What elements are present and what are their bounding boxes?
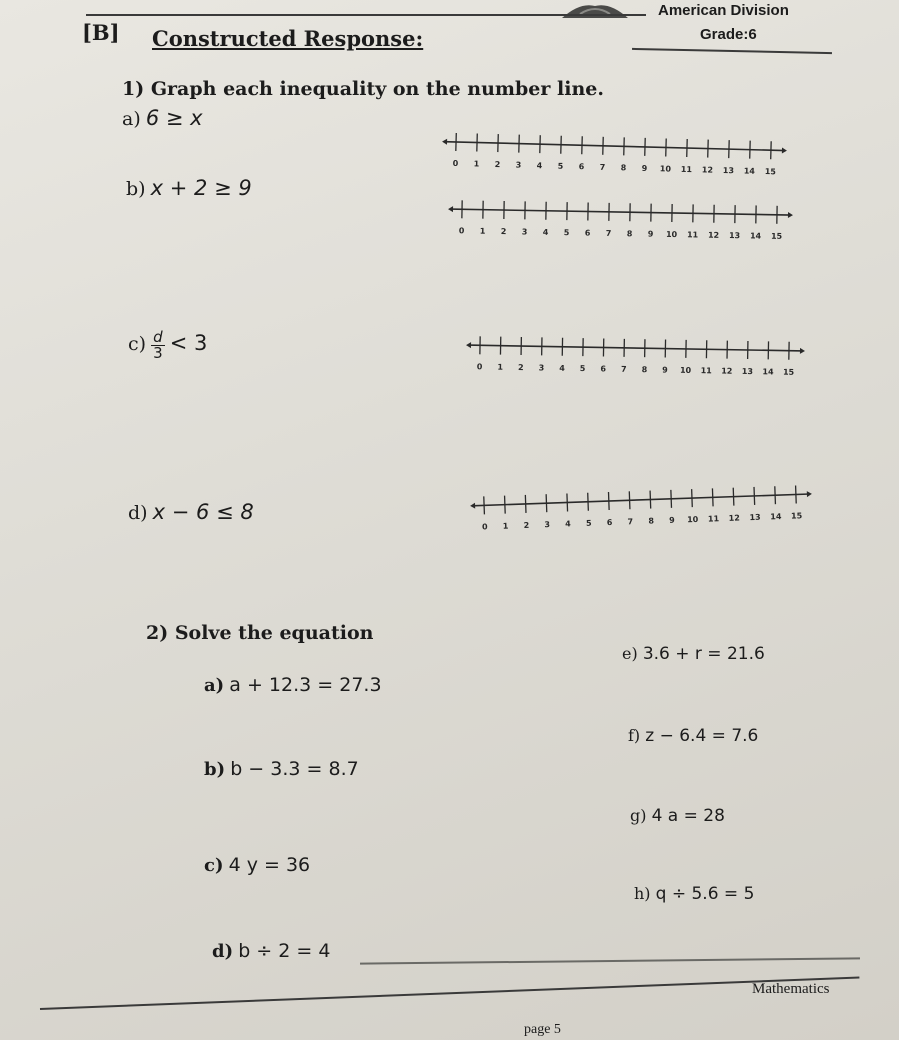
inequality-a bbox=[122, 106, 203, 130]
tick-label: 13 bbox=[741, 366, 754, 377]
fraction-numerator: d bbox=[153, 328, 163, 346]
number-line-axis bbox=[450, 209, 791, 215]
part-label: g) bbox=[630, 806, 647, 825]
tick-label: 5 bbox=[579, 364, 586, 374]
number-line-axis bbox=[472, 494, 810, 506]
equation-a bbox=[204, 674, 382, 696]
school-logo bbox=[560, 0, 630, 20]
inequality-expression: x − 6 ≤ 8 bbox=[152, 500, 254, 524]
part-label: a) bbox=[204, 675, 225, 696]
grade-label: Grade:6 bbox=[700, 26, 757, 43]
equation-expression: z − 6.4 = 7.6 bbox=[645, 726, 759, 746]
arrow-right-icon bbox=[782, 148, 787, 154]
tick-label: 12 bbox=[701, 165, 714, 175]
footer-subject: Mathematics bbox=[752, 981, 830, 997]
tick-label: 10 bbox=[679, 365, 692, 376]
equation-b bbox=[204, 758, 359, 780]
tick-label: 1 bbox=[502, 521, 509, 531]
tick-mark[interactable] bbox=[650, 491, 651, 509]
tick-label: 7 bbox=[599, 162, 606, 172]
tick-label: 6 bbox=[606, 517, 613, 528]
tick-mark[interactable] bbox=[609, 492, 610, 510]
tick-label: 15 bbox=[764, 167, 777, 177]
tick-mark[interactable] bbox=[671, 490, 672, 508]
tick-mark[interactable] bbox=[775, 486, 776, 504]
tick-label: 7 bbox=[605, 228, 612, 238]
question-1-prompt: 1) Graph each inequality on the number line. bbox=[122, 78, 604, 100]
tick-label: 11 bbox=[707, 514, 720, 524]
number-line-d[interactable] bbox=[468, 480, 818, 540]
part-label: d) bbox=[212, 941, 234, 962]
arrow-left-icon bbox=[466, 342, 471, 348]
tick-label: 2 bbox=[500, 226, 507, 237]
tick-label: 0 bbox=[458, 226, 465, 236]
header-rule-right bbox=[632, 48, 832, 54]
tick-label: 0 bbox=[476, 362, 483, 372]
inequality-b bbox=[126, 176, 252, 200]
part-label: c) bbox=[204, 855, 224, 876]
tick-label: 7 bbox=[620, 364, 627, 374]
inequality-expression: x + 2 ≥ 9 bbox=[150, 176, 252, 200]
part-label: f) bbox=[628, 726, 641, 745]
tick-label: 14 bbox=[743, 166, 756, 176]
tick-mark[interactable] bbox=[754, 487, 755, 505]
tick-label: 12 bbox=[721, 366, 733, 376]
section-title: Constructed Response: bbox=[152, 26, 424, 51]
part-label: e) bbox=[622, 644, 638, 663]
tick-label: 10 bbox=[665, 229, 678, 240]
part-label: h) bbox=[634, 884, 651, 903]
division-name: American Division bbox=[658, 2, 789, 19]
tick-label: 13 bbox=[728, 230, 741, 241]
equation-f bbox=[628, 726, 758, 746]
tick-label: 9 bbox=[641, 163, 648, 173]
tick-mark[interactable] bbox=[733, 488, 734, 506]
number-line-a[interactable] bbox=[440, 128, 790, 176]
section-letter: [B] bbox=[82, 20, 120, 45]
arrow-right-icon bbox=[807, 491, 812, 497]
tick-label: 1 bbox=[497, 362, 504, 372]
tick-mark[interactable] bbox=[692, 489, 693, 507]
question-2-prompt: 2) Solve the equation bbox=[146, 622, 374, 644]
tick-label: 1 bbox=[473, 159, 480, 169]
tick-label: 4 bbox=[542, 227, 549, 237]
equation-expression: q ÷ 5.6 = 5 bbox=[655, 884, 755, 904]
equation-g bbox=[630, 806, 725, 826]
tick-label: 6 bbox=[600, 364, 607, 374]
equation-h bbox=[634, 884, 754, 904]
part-label: d) bbox=[128, 502, 148, 524]
inequality-d bbox=[128, 500, 254, 524]
tick-label: 14 bbox=[749, 231, 762, 241]
equation-c bbox=[204, 854, 310, 876]
tick-label: 4 bbox=[565, 519, 571, 529]
tick-label: 5 bbox=[585, 518, 592, 528]
tick-label: 3 bbox=[538, 363, 545, 373]
equation-expression: 4 y = 36 bbox=[228, 854, 311, 876]
tick-label: 11 bbox=[680, 164, 693, 175]
inequality-expression: 6 ≥ x bbox=[145, 106, 203, 130]
tick-label: 15 bbox=[782, 367, 795, 377]
tick-label: 8 bbox=[620, 163, 627, 173]
tick-label: 9 bbox=[662, 365, 668, 375]
footer-page-number: page 5 bbox=[524, 1022, 561, 1037]
tick-label: 12 bbox=[728, 513, 741, 523]
equation-expression: 3.6 + r = 21.6 bbox=[642, 644, 765, 664]
tick-mark[interactable] bbox=[629, 491, 630, 509]
equation-expression: b ÷ 2 = 4 bbox=[238, 940, 331, 962]
fraction-denominator: 3 bbox=[153, 344, 163, 362]
tick-label: 11 bbox=[700, 366, 712, 376]
tick-label: 6 bbox=[578, 162, 585, 172]
tick-label: 7 bbox=[627, 517, 634, 527]
tick-label: 0 bbox=[481, 522, 488, 532]
tick-mark[interactable] bbox=[796, 485, 797, 503]
equation-expression: a + 12.3 = 27.3 bbox=[229, 674, 382, 696]
tick-label: 9 bbox=[647, 229, 654, 239]
equation-d bbox=[212, 940, 330, 962]
fraction bbox=[151, 330, 165, 361]
footer-rule bbox=[40, 977, 859, 1010]
inequality-c bbox=[128, 330, 207, 361]
tick-label: 3 bbox=[521, 227, 528, 237]
arrow-right-icon bbox=[788, 212, 793, 218]
footer-rule-top bbox=[360, 957, 860, 964]
tick-label: 13 bbox=[749, 512, 761, 523]
tick-label: 0 bbox=[452, 158, 459, 169]
tick-label: 13 bbox=[722, 165, 735, 176]
tick-mark[interactable] bbox=[484, 496, 485, 514]
tick-label: 3 bbox=[515, 160, 522, 170]
tick-label: 2 bbox=[517, 362, 524, 373]
equation-e bbox=[622, 644, 765, 664]
part-label: b) bbox=[126, 178, 146, 200]
part-label: c) bbox=[128, 333, 147, 355]
tick-label: 10 bbox=[659, 164, 672, 174]
tick-label: 4 bbox=[536, 161, 543, 171]
arrow-right-icon bbox=[800, 348, 805, 354]
part-label: b) bbox=[204, 759, 226, 780]
tick-label: 1 bbox=[479, 226, 486, 236]
tick-mark[interactable] bbox=[588, 493, 589, 511]
tick-label: 14 bbox=[762, 367, 774, 377]
tick-label: 15 bbox=[790, 511, 803, 521]
tick-label: 2 bbox=[523, 520, 530, 531]
tick-mark[interactable] bbox=[712, 488, 713, 506]
tick-label: 3 bbox=[544, 520, 551, 530]
tick-label: 14 bbox=[770, 512, 782, 522]
arrow-left-icon bbox=[470, 503, 475, 509]
inequality-expression-tail: < 3 bbox=[169, 331, 208, 355]
tick-label: 4 bbox=[559, 363, 565, 373]
part-label: a) bbox=[122, 108, 141, 130]
equation-expression: b − 3.3 = 8.7 bbox=[230, 758, 359, 780]
tick-label: 5 bbox=[563, 228, 570, 238]
tick-mark[interactable] bbox=[567, 493, 568, 511]
tick-label: 12 bbox=[707, 230, 720, 240]
number-line-axis bbox=[444, 142, 785, 151]
tick-label: 10 bbox=[686, 514, 699, 525]
tick-label: 8 bbox=[641, 365, 648, 375]
tick-label: 8 bbox=[648, 516, 655, 526]
tick-label: 5 bbox=[557, 161, 564, 171]
tick-mark[interactable] bbox=[546, 494, 547, 512]
number-line-b[interactable] bbox=[446, 196, 796, 244]
number-line-c[interactable] bbox=[464, 334, 814, 382]
tick-label: 11 bbox=[686, 230, 699, 240]
tick-label: 2 bbox=[494, 159, 501, 170]
tick-mark[interactable] bbox=[525, 495, 526, 513]
header-rule-left bbox=[86, 14, 646, 16]
tick-label: 6 bbox=[584, 228, 591, 238]
tick-mark[interactable] bbox=[505, 496, 506, 514]
equation-expression: 4 a = 28 bbox=[651, 806, 725, 826]
tick-label: 9 bbox=[668, 515, 675, 525]
arrow-left-icon bbox=[448, 206, 453, 212]
tick-label: 8 bbox=[626, 229, 633, 239]
number-line-axis bbox=[468, 345, 803, 351]
tick-label: 15 bbox=[770, 231, 783, 241]
arrow-left-icon bbox=[442, 139, 447, 145]
